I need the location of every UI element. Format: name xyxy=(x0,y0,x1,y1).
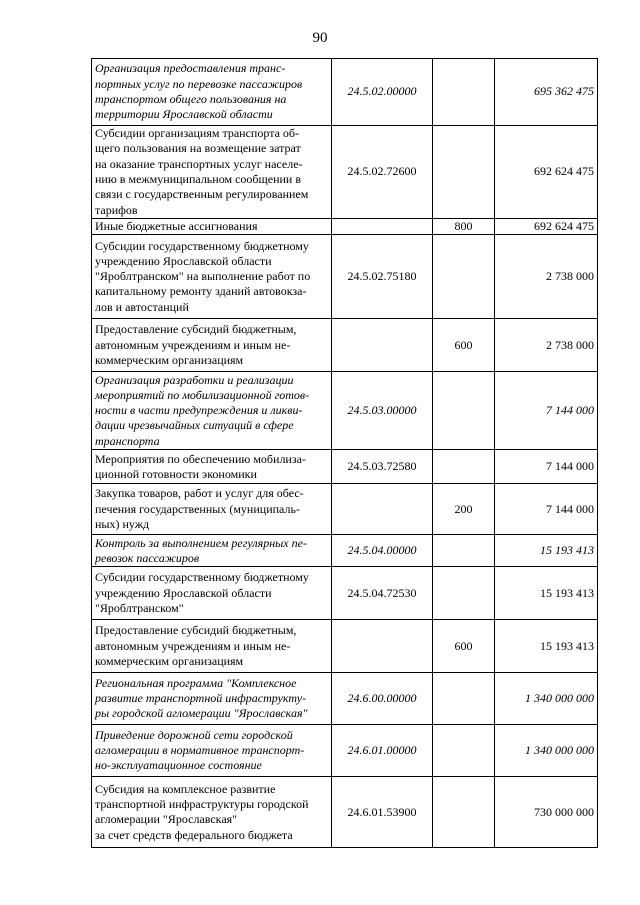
row-description xyxy=(92,235,332,319)
table-row xyxy=(92,59,598,126)
row-description xyxy=(92,620,332,673)
target-code: 24.5.02.75180 xyxy=(332,235,433,319)
description-line: лов и автостанций xyxy=(95,299,189,314)
description-line: автономным учреждениям и иным не- xyxy=(95,638,291,653)
description-line: связи с государственным регулированием xyxy=(95,187,309,202)
description-line: Иные бюджетные ассигнования xyxy=(95,219,258,233)
description-line: коммерческим организациям xyxy=(95,352,244,367)
description-line: дации чрезвычайных ситуаций в сфере xyxy=(95,418,294,433)
description-line: мероприятий по мобилизационной готов- xyxy=(95,387,310,402)
expense-type xyxy=(433,372,495,450)
expense-type xyxy=(433,725,495,777)
budget-table xyxy=(91,58,598,848)
description-line: транспортом общего пользования на xyxy=(95,92,287,106)
expense-type: 800 xyxy=(433,219,495,235)
description-line: транспорта xyxy=(95,433,160,448)
description-line: на оказание транспортных услуг населе- xyxy=(95,156,303,171)
expense-type: 200 xyxy=(433,484,495,535)
page-number: 90 xyxy=(312,30,328,46)
description-line: Предоставление субсидий бюджетным, xyxy=(95,322,297,337)
amount: 7 144 000 xyxy=(495,372,598,450)
expense-type xyxy=(433,673,495,725)
expense-type xyxy=(433,777,495,848)
row-description xyxy=(92,219,332,235)
row-description xyxy=(92,725,332,777)
row-description xyxy=(92,126,332,219)
row-description xyxy=(92,59,332,126)
description-line: печения государственных (муниципаль- xyxy=(95,501,300,516)
description-line: ционной готовности экономики xyxy=(95,466,257,481)
description-line: транспортной инфраструктуры городской xyxy=(95,797,309,811)
description-line: Субсидии государственному бюджетному xyxy=(95,570,309,585)
row-description xyxy=(92,673,332,725)
description-line: Приведение дорожной сети городской xyxy=(95,727,293,742)
table-row xyxy=(92,372,598,450)
target-code: 24.5.03.00000 xyxy=(332,372,433,450)
target-code xyxy=(332,319,433,372)
description-line: щего пользования на возмещение затрат xyxy=(95,141,301,156)
row-description xyxy=(92,450,332,484)
amount: 2 738 000 xyxy=(495,235,598,319)
description-line: Организация предоставления транс- xyxy=(95,61,286,76)
description-line: тарифов xyxy=(95,202,138,217)
amount: 1 340 000 000 xyxy=(495,725,598,777)
description-line: агломерации в нормативное транспорт- xyxy=(95,743,305,758)
target-code: 24.5.04.72530 xyxy=(332,567,433,620)
expense-type: 600 xyxy=(433,319,495,372)
table-row xyxy=(92,319,598,372)
description-line: ры городской агломерации "Ярославская" xyxy=(95,706,308,721)
target-code: 24.6.00.00000 xyxy=(332,673,433,725)
row-description xyxy=(92,319,332,372)
description-line: развитие транспортной инфраструкту- xyxy=(95,691,307,706)
description-line: учреждению Ярославской области xyxy=(95,585,272,600)
description-line: Субсидии организациям транспорта об- xyxy=(95,126,300,141)
description-line: Предоставление субсидий бюджетным, xyxy=(95,623,297,638)
description-line: "Яроблтранском" xyxy=(95,600,184,615)
description-line: ревозок пассажиров xyxy=(95,550,200,565)
table-row xyxy=(92,673,598,725)
description-line: "Яроблтранском" на выполнение работ по xyxy=(95,269,311,284)
row-description xyxy=(92,777,332,848)
table-row xyxy=(92,777,598,848)
description-line: Региональная программа "Комплексное xyxy=(95,675,297,690)
description-line: Субсидии государственному бюджетному xyxy=(95,238,309,253)
amount: 730 000 000 xyxy=(495,777,598,848)
row-description xyxy=(92,484,332,535)
amount: 15 193 413 xyxy=(495,620,598,673)
expense-type xyxy=(433,235,495,319)
table-row xyxy=(92,126,598,219)
target-code xyxy=(332,484,433,535)
expense-type: 600 xyxy=(433,620,495,673)
description-line: за счет средств федерального бюджета xyxy=(95,827,293,842)
table-row xyxy=(92,567,598,620)
description-line: Организация разработки и реализации xyxy=(95,372,294,387)
description-line: учреждению Ярославской области xyxy=(95,253,272,268)
description-line: ности в части предупреждения и ликви- xyxy=(95,403,303,418)
expense-type xyxy=(433,535,495,567)
amount: 15 193 413 xyxy=(495,535,598,567)
expense-type xyxy=(433,567,495,620)
table-row xyxy=(92,450,598,484)
description-line: Контроль за выполнением регулярных пе- xyxy=(95,535,307,550)
table-row xyxy=(92,620,598,673)
table-row xyxy=(92,484,598,535)
expense-type xyxy=(433,59,495,126)
table-row xyxy=(92,235,598,319)
description-line: автономным учреждениям и иным не- xyxy=(95,337,291,352)
amount: 7 144 000 xyxy=(495,484,598,535)
amount: 695 362 475 xyxy=(495,59,598,126)
target-code: 24.5.02.00000 xyxy=(332,59,433,126)
table-row xyxy=(92,535,598,567)
description-line: портных услуг по перевозке пассажиров xyxy=(95,76,303,91)
amount: 692 624 475 xyxy=(495,126,598,219)
row-description xyxy=(92,567,332,620)
description-line: Закупка товаров, работ и услуг для обес- xyxy=(95,486,304,501)
description-line: территории Ярославской области xyxy=(95,107,273,122)
target-code xyxy=(332,219,433,235)
description-line: Субсидия на комплексное развитие xyxy=(95,781,276,796)
amount: 15 193 413 xyxy=(495,567,598,620)
amount: 2 738 000 xyxy=(495,319,598,372)
amount: 692 624 475 xyxy=(495,219,598,235)
target-code: 24.5.04.00000 xyxy=(332,535,433,567)
amount: 1 340 000 000 xyxy=(495,673,598,725)
description-line: но-эксплуатационное состояние xyxy=(95,758,262,773)
description-line: Мероприятия по обеспечению мобилиза- xyxy=(95,451,306,466)
description-line: нию в межмуниципальном сообщении в xyxy=(95,172,301,186)
row-description xyxy=(92,372,332,450)
target-code: 24.6.01.00000 xyxy=(332,725,433,777)
row-description xyxy=(92,535,332,567)
table-row xyxy=(92,725,598,777)
target-code: 24.5.03.72580 xyxy=(332,450,433,484)
target-code: 24.5.02.72600 xyxy=(332,126,433,219)
table-row xyxy=(92,219,598,235)
target-code xyxy=(332,620,433,673)
budget-table-body xyxy=(92,59,598,848)
description-line: капитальному ремонту зданий автовокза- xyxy=(95,284,307,299)
expense-type xyxy=(433,450,495,484)
expense-type xyxy=(433,126,495,219)
description-line: коммерческим организациям xyxy=(95,653,244,668)
target-code: 24.6.01.53900 xyxy=(332,777,433,848)
description-line: агломерации "Ярославская" xyxy=(95,812,238,827)
description-line: ных) нужд xyxy=(95,516,150,531)
amount: 7 144 000 xyxy=(495,450,598,484)
